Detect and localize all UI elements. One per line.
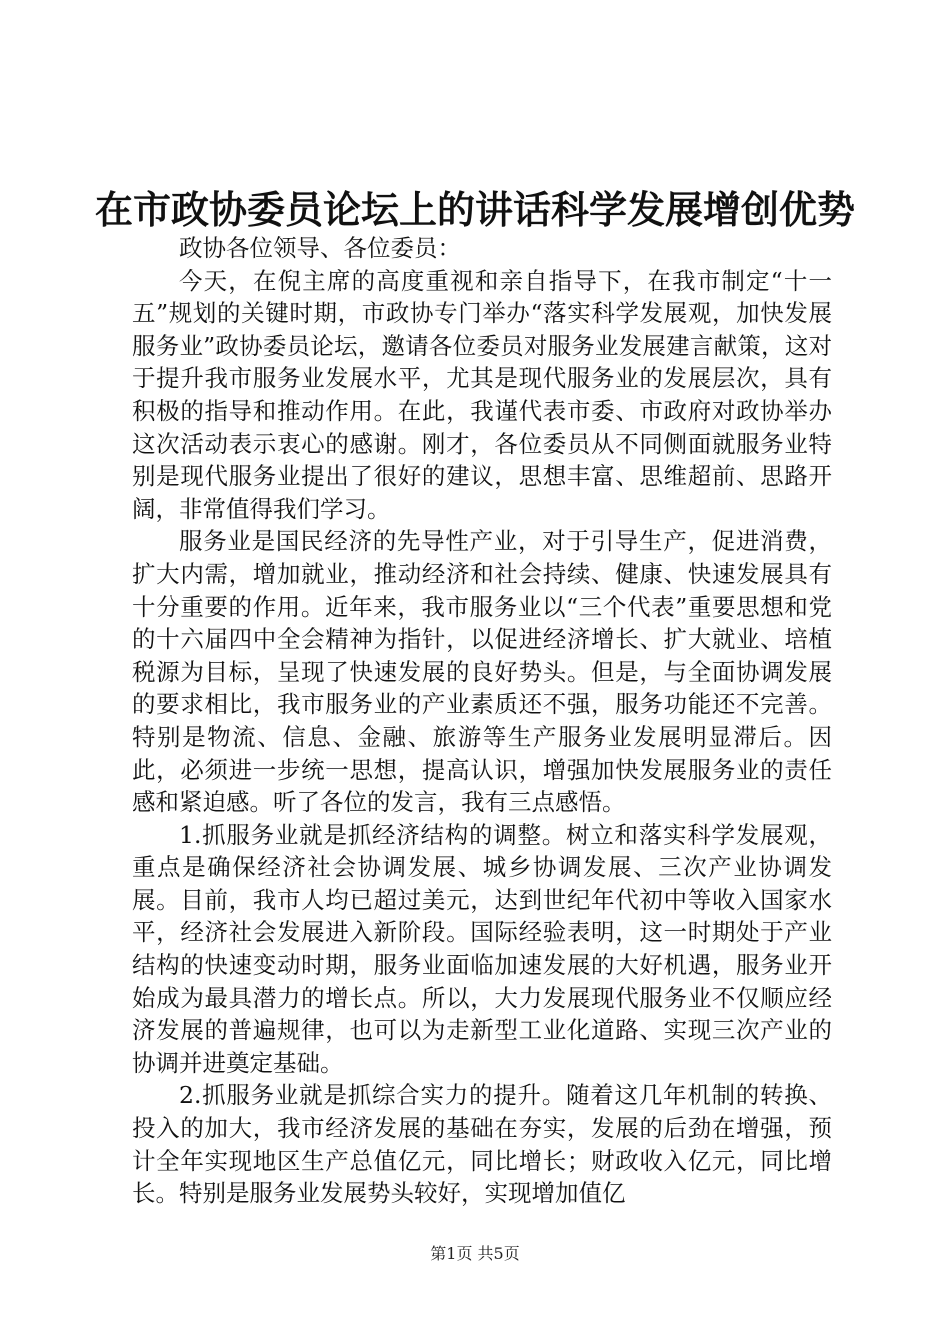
document-title: 在市政协委员论坛上的讲话科学发展增创优势: [94, 187, 855, 232]
page-footer: 第1页 共5页: [430, 1244, 520, 1263]
paragraph-opening: 今天，在倪主席的高度重视和亲自指导下，在我市制定“十一五”规划的关键时期，市政协专门举办“落实科学发展观，加快发展服务业”政协委员论坛，邀请各位委员对服务业发展建言献策，这对于提升我市服务业发展水平，尤其是现代服务业的发展层次，具有积极的指导和推动作用。在此，我谨代表市委、市政府对政协举办这次活动表示衷心的感谢。刚才，各位委员从不同侧面就服务业特别是现代服务业提出了很好的建议，思想丰富、思维超前、思路开阔，非常值得我们学习。: [132, 266, 832, 523]
salutation: 政协各位领导、各位委员：: [179, 234, 461, 262]
paragraph-service-industry: 服务业是国民经济的先导性产业，对于引导生产，促进消费，扩大内需，增加就业，推动经济和社会持续、健康、快速发展具有十分重要的作用。近年来，我市服务业以“三个代表”重要思想和党的十六届四中全会精神为指针，以促进经济增长、扩大就业、培植税源为目标，呈现了快速发展的良好势头。但是，与全面协调发展的要求相比，我市服务业的产业素质还不强，服务功能还不完善。特别是物流、信息、金融、旅游等生产服务业发展明显滞后。因此，必须进一步统一思想，提高认识，增强加快发展服务业的责任感和紧迫感。听了各位的发言，我有三点感悟。: [132, 527, 832, 817]
document-body: [132, 232, 832, 1210]
paragraph-point-1: 1.抓服务业就是抓经济结构的调整。树立和落实科学发展观，重点是确保经济社会协调发展、城乡协调发展、三次产业协调发展。目前，我市人均已超过美元，达到世纪年代初中等收入国家水平，经济社会发展进入新阶段。国际经验表明，这一时期处于产业结构的快速变动时期，服务业面临加速发展的大好机遇，服务业开始成为最具潜力的增长点。所以，大力发展现代服务业不仅顺应经济发展的普遍规律，也可以为走新型工业化道路、实现三次产业的协调并进奠定基础。: [132, 820, 832, 1077]
paragraph-point-2: 2.抓服务业就是抓综合实力的提升。随着这几年机制的转换、投入的加大，我市经济发展的基础在夯实，发展的后劲在增强，预计全年实现地区生产总值亿元，同比增长；财政收入亿元，同比增长。特别是服务业发展势头较好，实现增加值亿: [132, 1081, 832, 1208]
